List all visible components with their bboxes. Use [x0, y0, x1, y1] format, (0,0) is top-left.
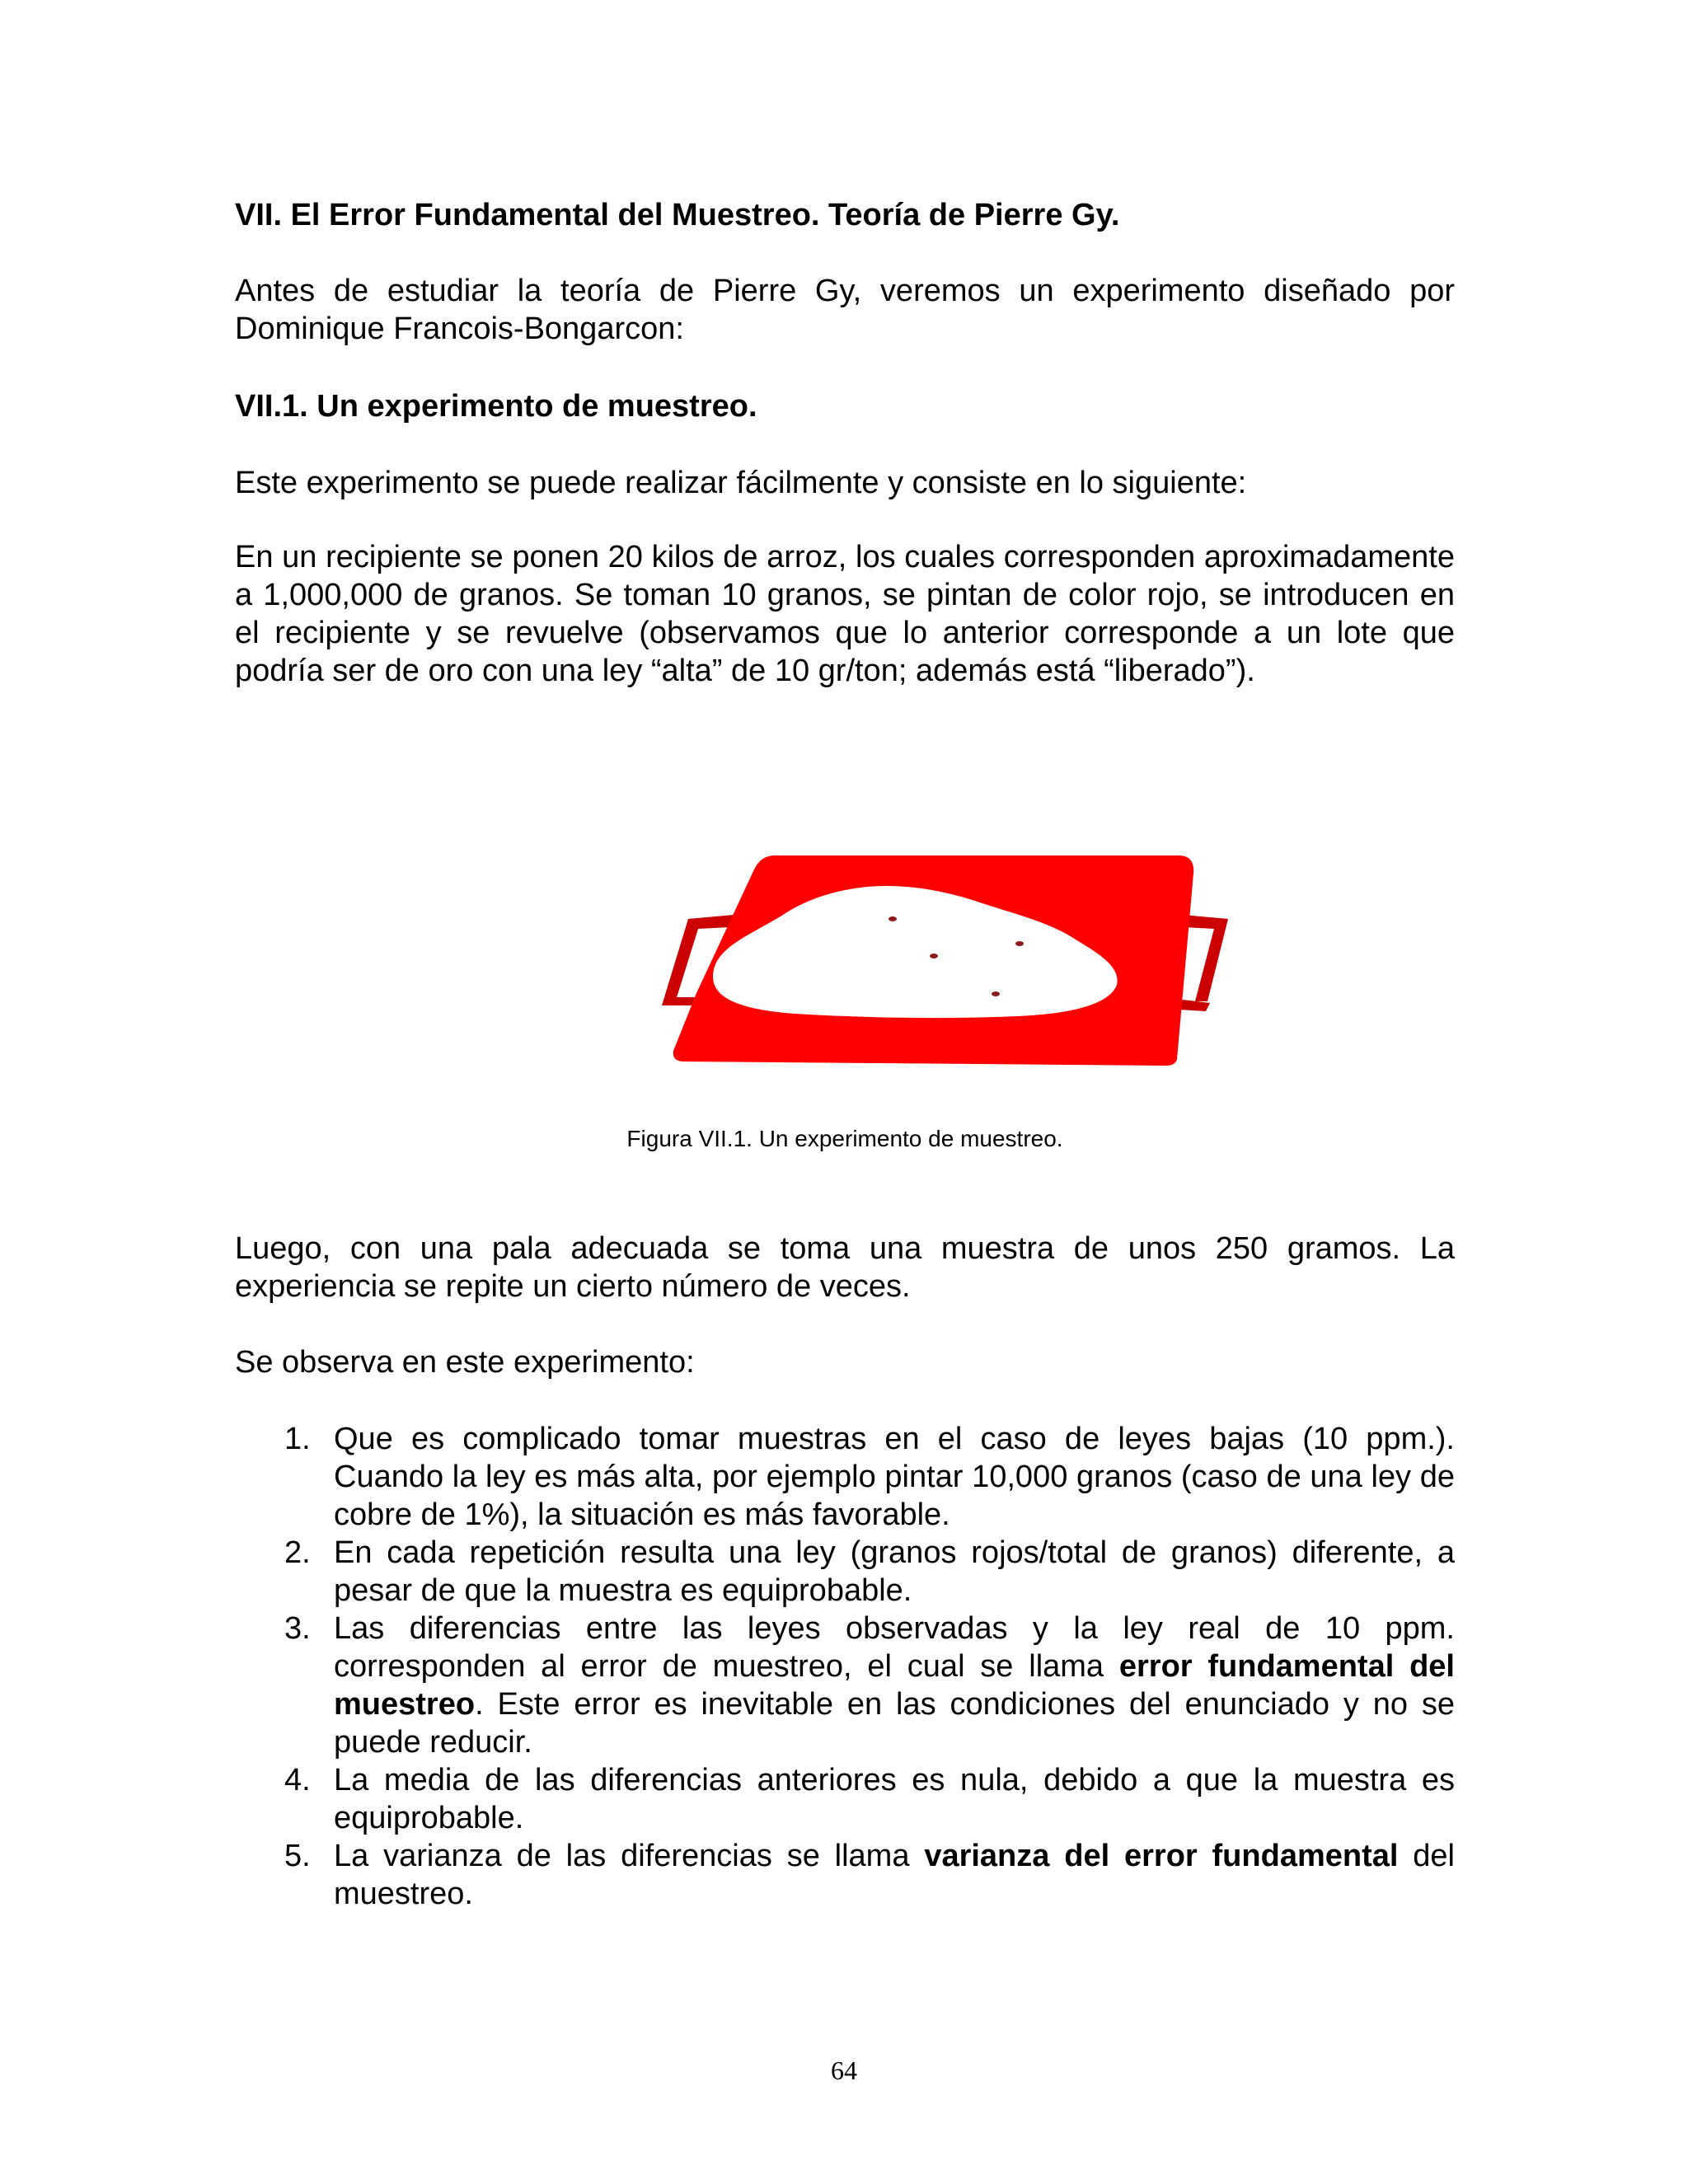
list-item	[235, 1610, 1455, 1761]
list-item-text-post: . Este error es inevitable en las condiciones del enunciado y no se puede reducir.	[334, 1687, 1455, 1760]
list-item-text-pre: Las diferencias entre las leyes observadas y la ley real de 10 ppm. corresponden al error de muestreo, el cual se llama	[334, 1611, 1455, 1684]
rice-tray-illustration	[589, 853, 1331, 1076]
section-title: VII. El Error Fundamental del Muestreo. Teoría de Pierre Gy.	[235, 198, 1120, 232]
list-item	[235, 1420, 1455, 1534]
list-number: 2.	[284, 1535, 311, 1570]
list-item	[235, 1837, 1455, 1913]
list-number: 4.	[284, 1763, 311, 1797]
subsection-title: VII.1. Un experimento de muestreo.	[235, 389, 757, 424]
experiment-intro-paragraph: Este experimento se puede realizar fácilmente y consiste en lo siguiente:	[235, 466, 1247, 500]
list-item-text: Que es complicado tomar muestras en el caso de leyes bajas (10 ppm.). Cuando la ley es más alta, por ejemplo pintar 10,000 granos (caso de una ley de cobre de 1%), la situación es más favorable.	[334, 1422, 1455, 1532]
red-grain-icon	[889, 916, 897, 921]
list-item-bold-term: varianza del error fundamental	[924, 1839, 1399, 1873]
red-grain-icon	[992, 991, 1000, 996]
list-item-text-post: del muestreo.	[334, 1839, 1455, 1911]
rice-experiment-paragraph: En un recipiente se ponen 20 kilos de arroz, los cuales corresponden aproximadamente a 1,000,000 de granos. Se toman 10 granos, se pintan de color rojo, se introducen en el recipiente y se revuelve (observamos que lo anterior corresponde a un lote que podría ser de oro con una ley “alta” de 10 gr/ton; además está “liberado”).	[235, 540, 1455, 688]
red-grain-icon	[930, 954, 938, 958]
list-number: 5.	[284, 1839, 311, 1873]
observation-list	[235, 1420, 1455, 1913]
list-item-text-pre: La varianza de las diferencias se llama	[334, 1839, 925, 1873]
intro-paragraph: Antes de estudiar la teoría de Pierre Gy, veremos un experimento diseñado por Dominique Francois-Bongarcon:	[235, 274, 1455, 346]
list-item-text: En cada repetición resulta una ley (granos rojos/total de granos) diferente, a pesar de que la muestra es equiprobable.	[334, 1535, 1455, 1608]
list-item	[235, 1534, 1455, 1610]
observation-intro: Se observa en este experimento:	[235, 1345, 695, 1380]
red-grain-icon	[1015, 941, 1024, 946]
figure-caption: Figura VII.1. Un experimento de muestreo.	[626, 1126, 1063, 1151]
page-number: 64	[831, 2055, 857, 2085]
list-item-bold-term: error fundamental del muestreo	[334, 1649, 1455, 1722]
list-item-text: La media de las diferencias anteriores es nula, debido a que la muestra es equiprobable.	[334, 1763, 1455, 1835]
list-number: 1.	[284, 1422, 311, 1456]
sample-paragraph: Luego, con una pala adecuada se toma una muestra de unos 250 gramos. La experiencia se repite un cierto número de veces.	[235, 1231, 1455, 1304]
list-item	[235, 1761, 1455, 1837]
list-number: 3.	[284, 1611, 311, 1646]
